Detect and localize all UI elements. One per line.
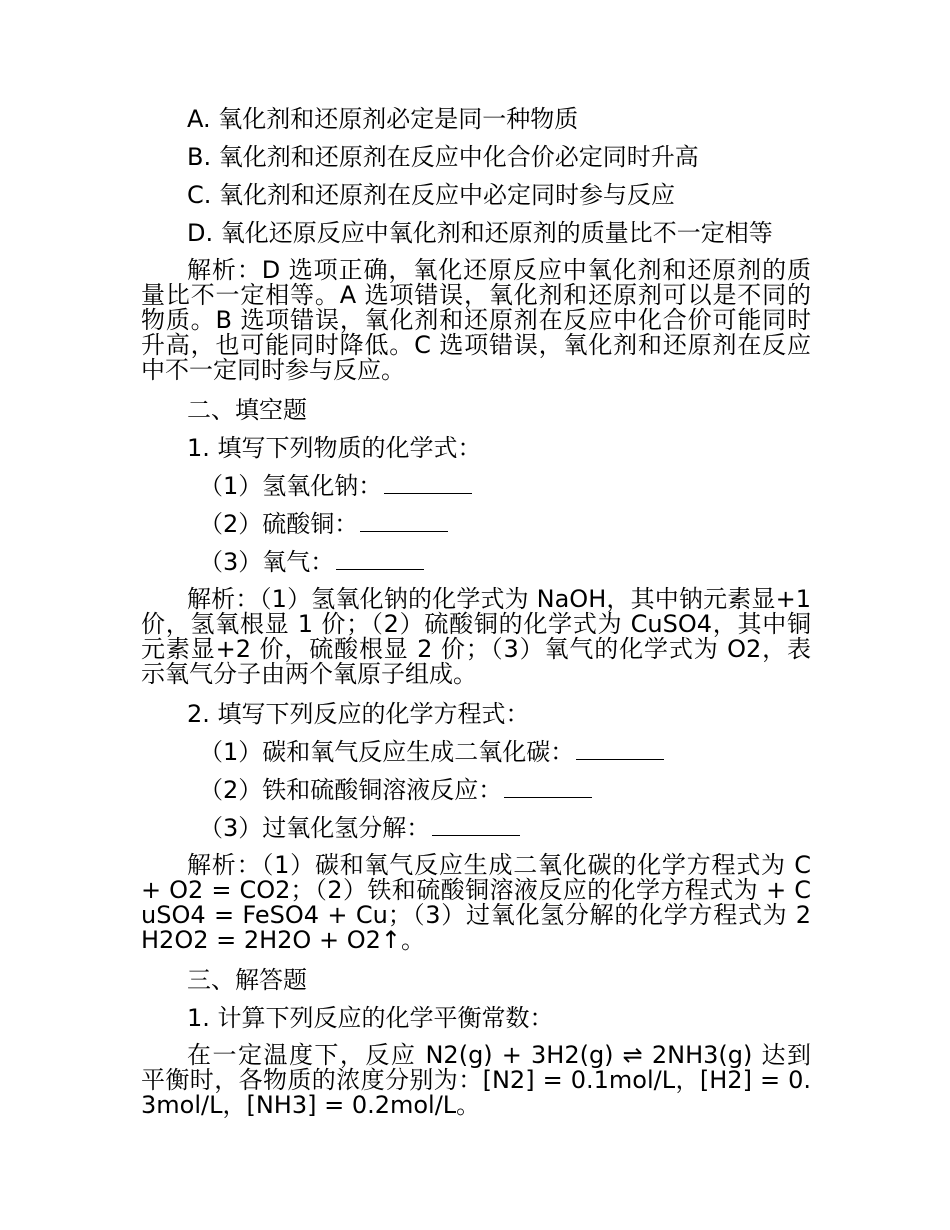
item-label: （1）碳和氧气反应生成二氧化碳： xyxy=(199,738,575,766)
answer-blank xyxy=(384,471,472,494)
question-stem: 1. 填写下列物质的化学式： xyxy=(187,434,482,462)
question-item xyxy=(141,733,811,771)
item-label: （3）过氧化氢分解： xyxy=(199,814,431,842)
question-stem: 1. 计算下列反应的化学平衡常数： xyxy=(187,1004,554,1032)
analysis-paragraph: 解析：D 选项正确，氧化还原反应中氧化剂和还原剂的质量比不一定相等。A 选项错误，氧化剂和还原剂可以是不同的物质。B 选项错误，氧化剂和还原剂在反应中化合价可能同时升高，也可能同时降低。C 选项错误，氧化剂和还原剂在反应中不一定同时参与反应。 xyxy=(141,256,811,384)
section-title-answer: 三、解答题 xyxy=(187,966,307,994)
analysis-paragraph: 解析：（1）氢氧化钠的化学式为 NaOH，其中钠元素显+1 价，氢氧根显 1 价；（2）硫酸铜的化学式为 CuSO4，其中铜元素显+2 价，硫酸根显 2 价；（3）氧气的化学式为 O2，表示氧气分子由两个氧原子组成。 xyxy=(141,585,811,688)
question-item xyxy=(141,467,811,505)
item-label: （1）氢氧化钠： xyxy=(199,472,383,500)
choice-option-c: C. 氧化剂和还原剂在反应中必定同时参与反应 xyxy=(187,181,676,209)
answer-blank xyxy=(336,547,424,570)
question-item xyxy=(141,771,811,809)
analysis-paragraph: 解析：（1）碳和氧气反应生成二氧化碳的化学方程式为 C + O2 = CO2；（2）铁和硫酸铜溶液反应的化学方程式为 + CuSO4 = FeSO4 + Cu；（3）过氧化氢分解的化学方程式为 2H2O2 = 2H2O + O2↑。 xyxy=(141,851,811,954)
section-title-fill-in: 二、填空题 xyxy=(187,396,307,424)
item-label: （3）氧气： xyxy=(199,548,335,576)
choice-option-d: D. 氧化还原反应中氧化剂和还原剂的质量比不一定相等 xyxy=(187,219,773,247)
document-page xyxy=(141,100,811,1126)
choice-option-b: B. 氧化剂和还原剂在反应中化合价必定同时升高 xyxy=(187,143,699,171)
question-item xyxy=(141,809,811,847)
item-label: （2）硫酸铜： xyxy=(199,510,359,538)
question-body: 在一定温度下，反应 N2(g) + 3H2(g) ⇌ 2NH3(g) 达到平衡时，各物质的浓度分别为：[N2] = 0.1mol/L，[H2] = 0.3mol/L，[NH3] = 0.2mol/L。 xyxy=(141,1041,811,1119)
item-label: （2）铁和硫酸铜溶液反应： xyxy=(199,776,503,804)
question-item xyxy=(141,543,811,581)
answer-blank xyxy=(360,509,448,532)
answer-blank xyxy=(432,813,520,836)
choice-option-a: A. 氧化剂和还原剂必定是同一种物质 xyxy=(187,105,579,133)
answer-blank xyxy=(576,737,664,760)
question-stem: 2. 填写下列反应的化学方程式： xyxy=(187,700,530,728)
answer-blank xyxy=(504,775,592,798)
question-item xyxy=(141,505,811,543)
